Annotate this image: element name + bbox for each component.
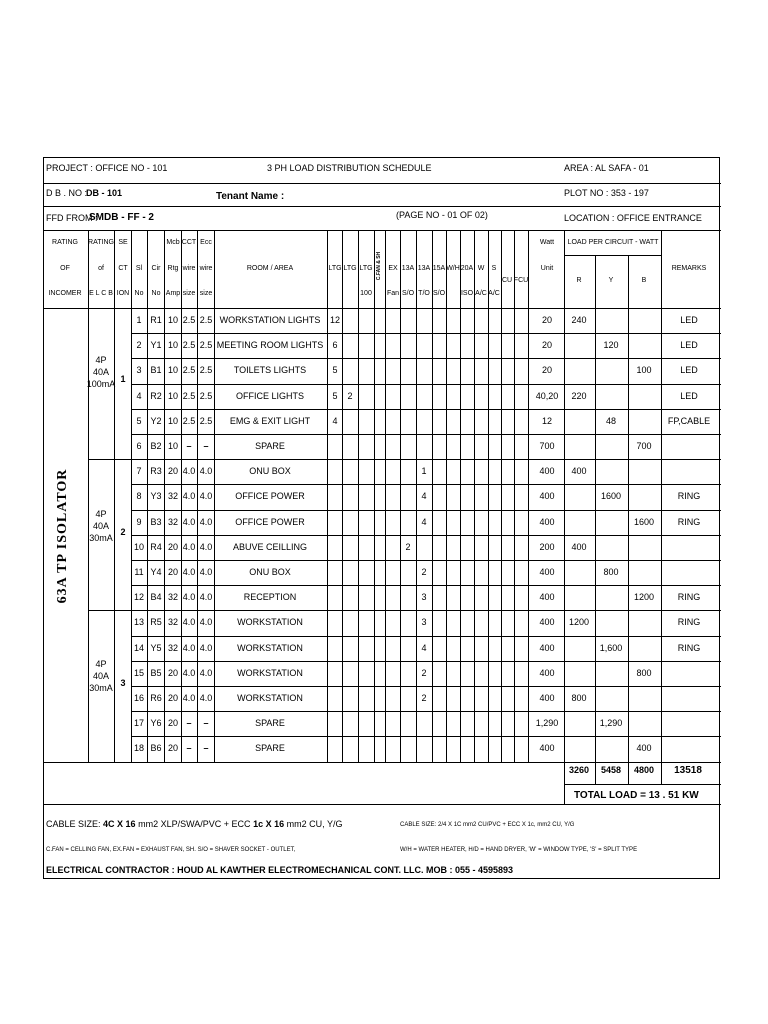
cell-cir: B6 bbox=[150, 743, 162, 754]
cell-y: 48 bbox=[605, 415, 617, 426]
hdr-ltg-1: LTG bbox=[328, 265, 342, 272]
cell-rem: LED bbox=[680, 390, 698, 401]
cell-watt: 40,20 bbox=[535, 390, 559, 401]
hdr-ex-fan: EX bbox=[388, 265, 398, 272]
cell-cir: Y1 bbox=[150, 340, 162, 351]
cable-size-main: CABLE SIZE: 4C X 16 mm2 XLP/SWA/PVC + ECC 1c X 16 mm2 CU, Y/G bbox=[46, 819, 343, 829]
cell-room: OFFICE LIGHTS bbox=[235, 390, 305, 401]
hdr-rating-incomer-3: INCOMER bbox=[48, 290, 82, 297]
cell-rem: RING bbox=[677, 491, 701, 502]
hdr-room-area: ROOM / AREA bbox=[246, 265, 294, 272]
cell-rem: RING bbox=[677, 516, 701, 527]
isolator-label: 63A TP ISOLATOR bbox=[55, 468, 70, 604]
page-number: (PAGE NO - 01 OF 02) bbox=[396, 210, 488, 220]
cell-room: MEETING ROOM LIGHTS bbox=[216, 340, 324, 351]
hdr-rating-elcb-3: E L C B bbox=[89, 290, 113, 297]
cell-mcb: 10 bbox=[167, 365, 179, 376]
cell-room: WORKSTATION LIGHTS bbox=[219, 315, 321, 325]
cell-cir: R5 bbox=[150, 617, 162, 628]
ffd-label: FFD FROM : bbox=[46, 213, 98, 223]
cell-cir: B4 bbox=[150, 592, 162, 603]
cell-a13t: 3 bbox=[421, 617, 427, 628]
cell-mcb: 20 bbox=[167, 718, 179, 729]
hdr-watt: Watt bbox=[539, 239, 555, 246]
cell-cct: 4.0 bbox=[182, 516, 196, 527]
cell-a13t: 4 bbox=[421, 491, 427, 502]
cell-rem: LED bbox=[680, 315, 698, 325]
cell-ecc: 2.5 bbox=[199, 315, 213, 325]
cell-room: WORKSTATION bbox=[237, 642, 303, 653]
elcb-group-3: 4P 40A 30mA bbox=[89, 659, 113, 693]
cell-cir: Y2 bbox=[150, 415, 162, 426]
hdr-cct-2: wire bbox=[182, 265, 196, 272]
area-label: AREA : AL SAFA - 01 bbox=[564, 163, 649, 173]
cell-r: 400 bbox=[571, 466, 587, 477]
hdr-rating-incomer-2: OF bbox=[60, 265, 70, 272]
cell-sl: 9 bbox=[136, 516, 142, 527]
hdr-mcb-2: Rtg bbox=[167, 265, 179, 272]
cell-cct: 2.5 bbox=[182, 340, 196, 351]
section-2: 2 bbox=[120, 527, 126, 537]
cell-cct: – bbox=[186, 718, 192, 729]
hdr-13a-to-2: T/O bbox=[418, 290, 430, 297]
hdr-fcu: FCU bbox=[513, 277, 529, 284]
elcb-group-2: 4P 40A 30mA bbox=[89, 509, 113, 543]
cell-room: SPARE bbox=[255, 441, 285, 451]
elcb-group-1: 4P 40A 100mA bbox=[86, 355, 116, 389]
cell-ecc: 4.0 bbox=[199, 491, 213, 502]
cell-b: 1200 bbox=[633, 592, 655, 603]
cell-sl: 15 bbox=[133, 667, 145, 678]
hdr-13a-so-2: S/O bbox=[401, 290, 415, 297]
cell-ecc: 2.5 bbox=[199, 340, 213, 351]
cell-watt: 700 bbox=[539, 441, 555, 451]
hdr-mcb: Mcb bbox=[166, 239, 180, 246]
cell-watt: 400 bbox=[539, 693, 555, 703]
cell-watt: 400 bbox=[539, 642, 555, 653]
hdr-watt-2: Unit bbox=[540, 265, 554, 272]
cell-rem: FP,CABLE bbox=[667, 415, 711, 426]
hdr-load-per-circuit: LOAD PER CIRCUIT - WATT bbox=[567, 239, 659, 246]
hdr-rating-elcb-2: of bbox=[98, 265, 104, 272]
hdr-ecc-2: wire bbox=[199, 265, 213, 272]
cell-mcb: 32 bbox=[167, 617, 179, 628]
cell-b: 700 bbox=[636, 441, 652, 451]
cell-ecc: 2.5 bbox=[199, 415, 213, 426]
hdr-20a-iso-2: ISO bbox=[460, 290, 474, 297]
cell-room: TOILETS LIGHTS bbox=[233, 365, 307, 376]
cell-cir: Y4 bbox=[150, 567, 162, 577]
cell-y: 1,290 bbox=[599, 718, 623, 729]
cell-ecc: 4.0 bbox=[199, 516, 213, 527]
hdr-cu: CU bbox=[501, 277, 513, 284]
cell-mcb: 20 bbox=[167, 667, 179, 678]
cell-watt: 20 bbox=[541, 315, 553, 325]
total-sum: 13518 bbox=[674, 765, 702, 776]
cell-room: ONU BOX bbox=[249, 567, 291, 577]
cell-y: 800 bbox=[603, 567, 619, 577]
hdr-rating-elcb: RATING bbox=[88, 239, 114, 246]
cell-ltg1: 5 bbox=[332, 365, 338, 376]
cell-watt: 400 bbox=[539, 567, 555, 577]
cell-sl: 3 bbox=[136, 365, 142, 376]
hdr-ecc: Ecc bbox=[200, 239, 212, 246]
cell-rem: RING bbox=[677, 617, 701, 628]
cell-watt: 12 bbox=[541, 415, 553, 426]
cell-cir: R3 bbox=[150, 466, 162, 477]
location-label: LOCATION : OFFICE ENTRANCE bbox=[564, 213, 702, 223]
cell-rem: LED bbox=[680, 340, 698, 351]
cell-room: WORKSTATION bbox=[237, 617, 303, 628]
legend-left: C.FAN = CELLING FAN, EX.FAN = EXHAUST FAN, SH. S/O = SHAVER SOCKET - OUTLET, bbox=[46, 847, 296, 853]
cell-cct: – bbox=[186, 441, 192, 451]
cell-sl: 14 bbox=[133, 642, 145, 653]
cell-sl: 17 bbox=[133, 718, 145, 729]
cell-cct: 2.5 bbox=[182, 365, 196, 376]
cell-a13t: 3 bbox=[421, 592, 427, 603]
hdr-15a-so-2: S/O bbox=[432, 290, 446, 297]
cell-rem: RING bbox=[677, 642, 701, 653]
tenant-label: Tenant Name : bbox=[216, 191, 285, 202]
cell-room: WORKSTATION bbox=[237, 693, 303, 703]
cell-b: 800 bbox=[636, 667, 652, 678]
cell-mcb: 10 bbox=[167, 315, 179, 325]
cell-room: OFFICE POWER bbox=[235, 491, 305, 502]
hdr-sl-2: No bbox=[134, 290, 144, 297]
cell-ltg1: 6 bbox=[332, 340, 338, 351]
cell-room: OFFICE POWER bbox=[235, 516, 305, 527]
cell-r: 800 bbox=[571, 693, 587, 703]
cell-a13t: 2 bbox=[421, 667, 427, 678]
cell-mcb: 32 bbox=[167, 592, 179, 603]
hdr-ex-fan-2: Fan bbox=[386, 290, 400, 297]
cell-a13t: 4 bbox=[421, 642, 427, 653]
hdr-section-2: CT bbox=[118, 265, 128, 272]
hdr-sl: Sl bbox=[135, 265, 143, 272]
cell-cct: 4.0 bbox=[182, 592, 196, 603]
cell-cct: 4.0 bbox=[182, 466, 196, 477]
cell-watt: 200 bbox=[539, 541, 555, 552]
hdr-w-ac-2: A/C bbox=[475, 290, 487, 297]
cell-ecc: 4.0 bbox=[199, 466, 213, 477]
cell-room: SPARE bbox=[255, 743, 285, 754]
db-value: DB - 101 bbox=[86, 188, 123, 198]
hdr-section: SE bbox=[118, 239, 128, 246]
load-schedule-sheet bbox=[43, 157, 720, 879]
hdr-cct-3: size bbox=[182, 290, 196, 297]
cell-ltg2: 2 bbox=[347, 390, 353, 401]
cell-sl: 7 bbox=[136, 466, 142, 477]
cell-ecc: 4.0 bbox=[199, 617, 213, 628]
cell-mcb: 10 bbox=[167, 415, 179, 426]
hdr-20a-iso: 20A bbox=[460, 265, 474, 272]
cell-cct: – bbox=[186, 743, 192, 754]
cell-mcb: 32 bbox=[167, 642, 179, 653]
cell-ecc: 2.5 bbox=[199, 390, 213, 401]
hdr-phase-b: B bbox=[641, 277, 647, 284]
hdr-w-ac: W bbox=[477, 265, 485, 272]
hdr-remarks: REMARKS bbox=[671, 265, 707, 272]
cell-cir: Y6 bbox=[150, 718, 162, 729]
cell-a13so: 2 bbox=[405, 541, 411, 552]
hdr-ltg-2: LTG bbox=[343, 265, 357, 272]
hdr-ecc-3: size bbox=[199, 290, 213, 297]
cell-r: 400 bbox=[571, 541, 587, 552]
cell-watt: 1,290 bbox=[535, 718, 559, 729]
total-b: 4800 bbox=[633, 765, 655, 775]
project-label: PROJECT : OFFICE NO - 101 bbox=[46, 163, 168, 173]
cell-sl: 11 bbox=[134, 567, 144, 577]
cell-ltg1: 4 bbox=[332, 415, 338, 426]
db-label: D B . NO : bbox=[46, 188, 88, 198]
cell-ltg1: 5 bbox=[332, 390, 338, 401]
cell-watt: 400 bbox=[539, 743, 555, 754]
cell-sl: 13 bbox=[133, 617, 145, 628]
cell-sl: 1 bbox=[136, 315, 142, 325]
hdr-13a-to: 13A bbox=[417, 265, 431, 272]
hdr-s-ac-2: A/C bbox=[488, 290, 500, 297]
cell-mcb: 32 bbox=[167, 491, 179, 502]
cell-mcb: 20 bbox=[167, 743, 179, 754]
cell-rem: RING bbox=[677, 592, 701, 603]
cell-sl: 8 bbox=[136, 491, 142, 502]
hdr-mcb-3: Amp bbox=[165, 290, 181, 297]
cell-room: SPARE bbox=[255, 718, 285, 729]
cell-cct: 2.5 bbox=[182, 315, 196, 325]
cell-mcb: 10 bbox=[167, 390, 179, 401]
cell-mcb: 20 bbox=[167, 466, 179, 477]
cell-sl: 2 bbox=[136, 340, 142, 351]
cell-cir: R2 bbox=[150, 390, 162, 401]
cell-ecc: – bbox=[203, 743, 209, 754]
ffd-value: SMDB - FF - 2 bbox=[89, 212, 154, 223]
cell-room: EMG & EXIT LIGHT bbox=[229, 415, 311, 426]
cell-cct: 2.5 bbox=[182, 415, 196, 426]
hdr-cir-2: No bbox=[151, 290, 161, 297]
cell-y: 120 bbox=[603, 340, 619, 351]
hdr-section-3: ION bbox=[116, 290, 130, 297]
cell-a13t: 2 bbox=[421, 567, 427, 577]
cell-ecc: – bbox=[203, 441, 209, 451]
cell-cir: Y5 bbox=[150, 642, 162, 653]
electrical-contractor: ELECTRICAL CONTRACTOR : HOUD AL KAWTHER ELECTROMECHANICAL CONT. LLC. MOB : 055 - 4595893 bbox=[46, 865, 514, 875]
cell-sl: 10 bbox=[133, 541, 145, 552]
cell-sl: 4 bbox=[136, 390, 142, 401]
hdr-cfan: C.FAN & SH bbox=[376, 251, 382, 281]
hdr-13a-so: 13A bbox=[401, 265, 415, 272]
cell-cir: B1 bbox=[150, 365, 162, 376]
cell-ecc: 4.0 bbox=[199, 667, 213, 678]
hdr-phase-r: R bbox=[576, 277, 582, 284]
hdr-phase-y: Y bbox=[608, 277, 614, 284]
cell-b: 100 bbox=[636, 365, 652, 376]
cell-ecc: – bbox=[203, 718, 209, 729]
cell-cir: R1 bbox=[150, 315, 162, 325]
cell-room: ABUVE CEILLING bbox=[232, 541, 308, 552]
cell-cct: 4.0 bbox=[182, 642, 196, 653]
cell-room: WORKSTATION bbox=[237, 667, 303, 678]
cell-watt: 400 bbox=[539, 592, 555, 603]
cell-cct: 4.0 bbox=[182, 541, 196, 552]
cell-room: RECEPTION bbox=[243, 592, 297, 603]
cell-cct: 4.0 bbox=[182, 667, 196, 678]
cell-watt: 400 bbox=[539, 617, 555, 628]
cell-b: 1600 bbox=[633, 516, 655, 527]
cell-sl: 18 bbox=[133, 743, 145, 754]
cell-mcb: 10 bbox=[167, 340, 179, 351]
cell-sl: 6 bbox=[136, 441, 142, 451]
section-3: 3 bbox=[120, 678, 126, 688]
cell-cir: B2 bbox=[150, 441, 162, 451]
hdr-cir: Cir bbox=[151, 265, 161, 272]
plot-label: PLOT NO : 353 - 197 bbox=[564, 188, 649, 198]
cell-ecc: 4.0 bbox=[199, 592, 213, 603]
hdr-ltg-3: LTG bbox=[359, 265, 373, 272]
cell-cct: 4.0 bbox=[182, 491, 196, 502]
cell-watt: 400 bbox=[539, 466, 555, 477]
cell-mcb: 20 bbox=[167, 693, 179, 703]
cell-cir: B3 bbox=[150, 516, 162, 527]
hdr-rating-incomer: RATING bbox=[52, 239, 78, 246]
cell-cct: 4.0 bbox=[182, 567, 196, 577]
cell-cir: Y3 bbox=[150, 491, 162, 502]
cell-y: 1600 bbox=[600, 491, 622, 502]
cell-ecc: 4.0 bbox=[199, 567, 213, 577]
cell-ecc: 4.0 bbox=[199, 541, 213, 552]
legend-right: W/H = WATER HEATER, H/D = HAND DRYER, 'W' = WINDOW TYPE, 'S' = SPLIT TYPE bbox=[400, 847, 638, 853]
cell-a13t: 1 bbox=[421, 466, 427, 477]
cell-watt: 20 bbox=[541, 340, 553, 351]
cell-cir: R4 bbox=[150, 541, 162, 552]
cell-mcb: 10 bbox=[167, 441, 179, 451]
cell-cct: 2.5 bbox=[182, 390, 196, 401]
cell-sl: 5 bbox=[136, 415, 142, 426]
cell-a13t: 4 bbox=[421, 516, 427, 527]
cell-ltg1: 12 bbox=[329, 315, 341, 325]
cell-cir: B5 bbox=[150, 667, 162, 678]
cell-watt: 20 bbox=[541, 365, 553, 376]
total-load: TOTAL LOAD = 13 . 51 KW bbox=[574, 790, 699, 801]
schedule-title: 3 PH LOAD DISTRIBUTION SCHEDULE bbox=[267, 163, 432, 173]
hdr-15a-so: 15A bbox=[432, 265, 446, 272]
cell-ecc: 4.0 bbox=[199, 693, 213, 703]
cell-mcb: 32 bbox=[167, 516, 179, 527]
cell-r: 220 bbox=[571, 390, 587, 401]
hdr-s-ac: S bbox=[491, 265, 497, 272]
cell-y: 1,600 bbox=[599, 642, 623, 653]
cell-watt: 400 bbox=[539, 491, 555, 502]
total-y: 5458 bbox=[600, 765, 622, 775]
hdr-wh: W/H bbox=[446, 265, 460, 272]
cell-mcb: 20 bbox=[167, 567, 179, 577]
cell-watt: 400 bbox=[539, 516, 555, 527]
cell-sl: 12 bbox=[133, 592, 145, 603]
hdr-cct: CCT bbox=[181, 239, 197, 246]
cell-a13t: 2 bbox=[421, 693, 427, 703]
cell-ecc: 2.5 bbox=[199, 365, 213, 376]
cell-cct: 4.0 bbox=[182, 617, 196, 628]
total-r: 3260 bbox=[568, 765, 590, 775]
cell-rem: LED bbox=[680, 365, 698, 376]
section-1: 1 bbox=[120, 374, 126, 384]
cell-room: ONU BOX bbox=[249, 466, 291, 477]
cell-cct: 4.0 bbox=[182, 693, 196, 703]
hdr-ltg-3-2: 100 bbox=[360, 290, 372, 297]
cell-ecc: 4.0 bbox=[199, 642, 213, 653]
cell-r: 1200 bbox=[568, 617, 590, 628]
cell-sl: 16 bbox=[133, 693, 145, 703]
cell-watt: 400 bbox=[539, 667, 555, 678]
cell-mcb: 20 bbox=[167, 541, 179, 552]
cable-size-final: CABLE SIZE: 2/4 X 1C mm2 CU/PVC + ECC X 1c, mm2 CU, Y/G bbox=[400, 822, 575, 828]
cell-r: 240 bbox=[571, 315, 587, 325]
cell-cir: R6 bbox=[150, 693, 162, 703]
cell-b: 400 bbox=[636, 743, 652, 754]
